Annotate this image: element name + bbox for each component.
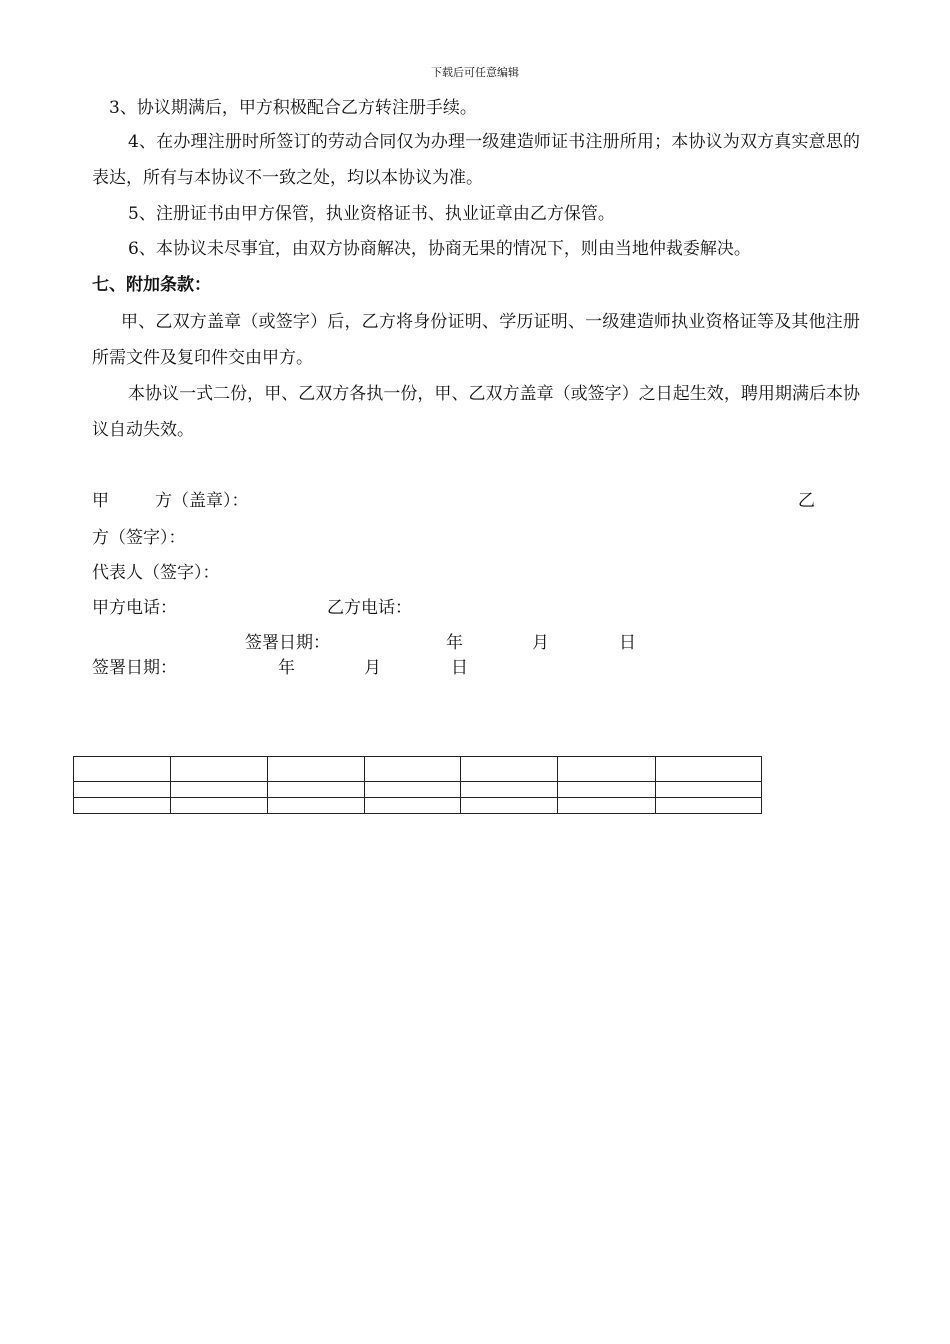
empty-table — [73, 756, 762, 814]
month-label-b: 月 — [364, 658, 381, 678]
table-cell — [656, 798, 762, 814]
clause-4: 4、在办理注册时所签订的劳动合同仅为办理一级建造师证书注册所用；本协议为双方真实意思的表达，所有与本协议不一致之处，均以本协议为准。 — [92, 132, 860, 188]
table-row — [74, 798, 762, 814]
table-row — [74, 757, 762, 782]
clause-6: 6、本协议未尽事宜，由双方协商解决，协商无果的情况下，则由当地仲裁委解决。 — [128, 239, 751, 259]
table-row — [74, 782, 762, 798]
table-cell — [461, 782, 558, 798]
table-cell — [656, 782, 762, 798]
table-cell — [558, 782, 656, 798]
table-cell — [74, 798, 171, 814]
day-label-a: 日 — [619, 633, 636, 653]
party-b-sign-label: 方（签字）： — [92, 528, 186, 548]
date-label-b: 签署日期： — [92, 658, 177, 678]
year-label-a: 年 — [446, 633, 463, 653]
table-cell — [558, 798, 656, 814]
table-cell — [170, 782, 267, 798]
clause-3: 3、协议期满后，甲方积极配合乙方转注册手续。 — [109, 98, 477, 118]
section-7-heading: 七、附加条款： — [92, 275, 211, 295]
table-cell — [267, 757, 364, 782]
table-cell — [170, 757, 267, 782]
table-cell — [267, 798, 364, 814]
table-cell — [364, 782, 461, 798]
party-b-char: 乙 — [798, 491, 815, 511]
table-cell — [74, 757, 171, 782]
party-a-seal-label: 方（盖章）： — [155, 491, 249, 511]
section-7-paragraph-1: 甲、乙双方盖章（或签字）后，乙方将身份证明、学历证明、一级建造师执业资格证等及其他注册所需文件及复印件交由甲方。 — [92, 312, 860, 368]
party-b-phone-label: 乙方电话： — [327, 598, 412, 618]
table-cell — [74, 782, 171, 798]
section-7-paragraph-2: 本协议一式二份，甲、乙双方各执一份，甲、乙双方盖章（或签字）之日起生效，聘用期满后本协议自动失效。 — [92, 384, 860, 440]
party-a-phone-label: 甲方电话： — [92, 598, 177, 618]
table-cell — [364, 798, 461, 814]
table-cell — [461, 798, 558, 814]
year-label-b: 年 — [278, 658, 295, 678]
table-cell — [267, 782, 364, 798]
representative-label: 代表人（签字）： — [92, 563, 220, 583]
table-cell — [656, 757, 762, 782]
table-cell — [461, 757, 558, 782]
clause-5: 5、注册证书由甲方保管，执业资格证书、执业证章由乙方保管。 — [128, 204, 615, 224]
table-cell — [558, 757, 656, 782]
table-cell — [364, 757, 461, 782]
month-label-a: 月 — [532, 633, 549, 653]
table-cell — [170, 798, 267, 814]
date-label-a: 签署日期： — [245, 633, 330, 653]
party-a-char: 甲 — [92, 491, 109, 511]
day-label-b: 日 — [451, 658, 468, 678]
page-header: 下载后可任意编辑 — [431, 66, 519, 79]
